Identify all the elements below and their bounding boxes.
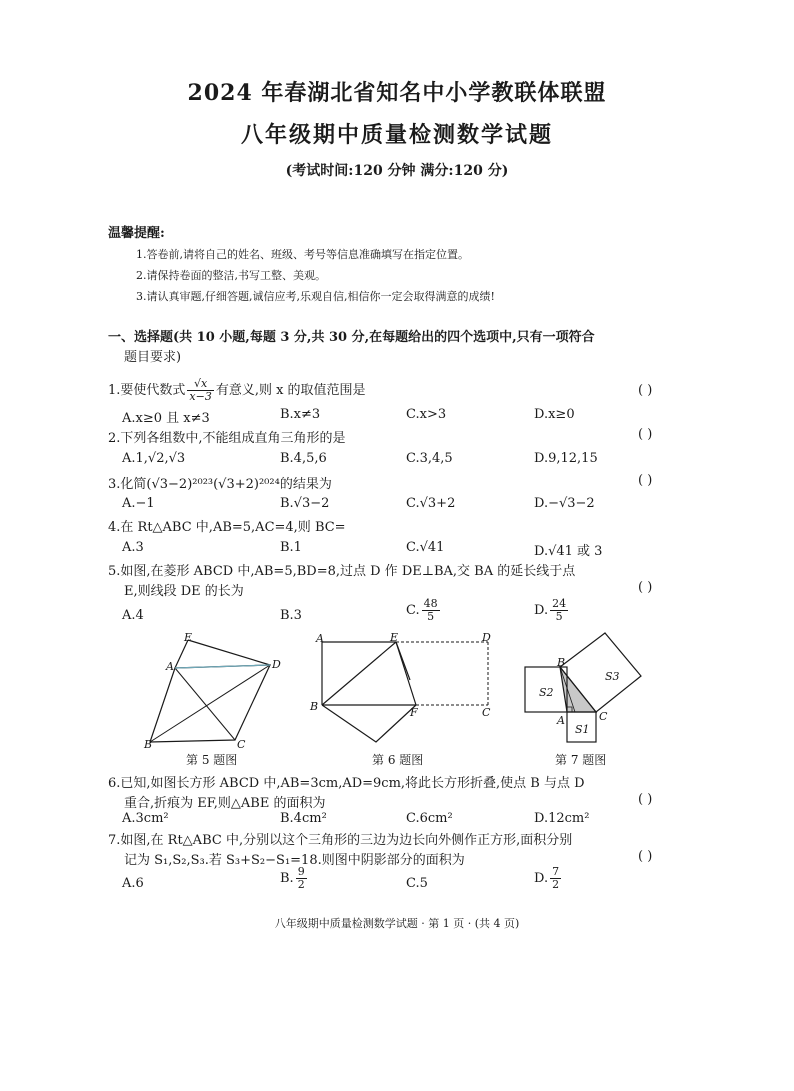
q6-option-a: A.3cm² (122, 811, 169, 826)
q1-frac-num: √x (187, 378, 213, 391)
q2-option-c: C.3,4,5 (406, 451, 453, 466)
q5-optd-den: 5 (555, 610, 563, 623)
fig7-label-s1: S1 (575, 723, 590, 736)
q5-option-b: B.3 (280, 608, 302, 623)
q7-optd-num: 7 (552, 865, 560, 878)
fig6-label-a: A (316, 632, 324, 645)
q3-option-d: D.−√3−2 (534, 496, 595, 511)
fig6-label-b: B (310, 700, 319, 713)
tip-item: 1.答卷前,请将自己的姓名、班级、考号等信息准确填写在指定位置。 (136, 248, 469, 261)
question-6-line1: 6.已知,如图长方形 ABCD 中,AB=3cm,AD=9cm,将此长方形折叠,使点 B 与点 D (108, 776, 585, 791)
q1-fraction (187, 378, 213, 403)
q7-optb-den: 2 (297, 878, 305, 891)
section-heading: 一、选择题(共 10 小题,每题 3 分,共 30 分,在每题给出的四个选项中,只有一项符合 (108, 330, 595, 345)
segment-be (322, 642, 396, 705)
fig6-label-d: D (482, 631, 491, 644)
segment-ad (175, 665, 270, 668)
answer-paren: ( ) (638, 427, 653, 442)
page-footer: 八年级期中质量检测数学试题 · 第 1 页 · (共 4 页) (274, 917, 520, 930)
fig6-label-c: C (482, 706, 491, 719)
q1-stem-post: 有意义,则 x 的取值范围是 (215, 383, 366, 398)
fig5-label-c: C (237, 738, 246, 750)
q1-option-d: D.x≥0 (534, 407, 575, 422)
q7-optb-label: B. (280, 871, 294, 886)
question-6-line2: 重合,折痕为 EF,则△ABE 的面积为 (124, 796, 326, 811)
figure-5-caption: 第 5 题图 (186, 753, 238, 767)
q6-option-c: C.6cm² (406, 811, 453, 826)
answer-paren: ( ) (638, 580, 653, 595)
fig7-label-c: C (599, 710, 608, 723)
fig7-label-s2: S2 (539, 686, 554, 699)
exam-title-line2: 八年级期中质量检测数学试题 (240, 122, 553, 148)
q7-option-d (534, 866, 563, 891)
q5-optd-label: D. (534, 603, 549, 618)
question-1 (108, 378, 366, 403)
exam-subtitle: (考试时间:120 分钟 满分:120 分) (285, 163, 509, 179)
fig7-label-a: A (557, 714, 565, 727)
q7-optb-fraction (296, 866, 307, 891)
q5-optc-den: 5 (427, 610, 435, 623)
figure-5-rhombus (140, 630, 290, 750)
question-7-line2: 记为 S₁,S₂,S₃.若 S₃+S₂−S₁=18.则图中阴影部分的面积为 (124, 853, 465, 868)
question-2: 2.下列各组数中,不能组成直角三角形的是 (108, 431, 346, 446)
q5-optd-num: 24 (552, 597, 567, 610)
fig5-label-a: A (166, 660, 174, 673)
tip-item: 2.请保持卷面的整洁,书写工整、美观。 (136, 269, 326, 282)
q5-optc-fraction (422, 598, 440, 623)
q4-option-c: C.√41 (406, 540, 445, 555)
figure-7-caption: 第 7 题图 (555, 753, 607, 767)
q4-option-d: D.√41 或 3 (534, 544, 603, 559)
exam-title-line1: 2024 年春湖北省知名中小学教联体联盟 (187, 80, 607, 106)
q2-option-d: D.9,12,15 (534, 451, 598, 466)
q6-option-d: D.12cm² (534, 811, 590, 826)
segment-de (188, 640, 270, 665)
fig7-label-b: B (557, 656, 566, 669)
tips-heading: 温馨提醒: (108, 226, 165, 241)
answer-paren: ( ) (638, 849, 653, 864)
fig6-label-f: F (410, 706, 418, 719)
fig5-label-d: D (272, 658, 281, 671)
q5-optc-num: 48 (423, 597, 438, 610)
q1-option-c: C.x>3 (406, 407, 447, 422)
q3-option-c: C.√3+2 (406, 496, 456, 511)
q2-option-b: B.4,5,6 (280, 451, 327, 466)
answer-paren: ( ) (638, 473, 653, 488)
q1-option-a: A.x≥0 且 x≠3 (122, 411, 210, 426)
q7-optd-den: 2 (552, 878, 560, 891)
q7-option-a: A.6 (122, 876, 144, 891)
q3-option-a: A.−1 (122, 496, 155, 511)
q7-optd-label: D. (534, 871, 549, 886)
question-5-line2: E,则线段 DE 的长为 (124, 584, 244, 599)
question-4: 4.在 Rt△ABC 中,AB=5,AC=4,则 BC= (108, 520, 346, 535)
q1-frac-den: x−3 (189, 390, 212, 403)
q6-option-b: B.4cm² (280, 811, 327, 826)
question-3: 3.化简(√3−2)²⁰²³(√3+2)²⁰²⁴的结果为 (108, 477, 332, 492)
q7-optb-num: 9 (297, 865, 305, 878)
q5-option-a: A.4 (122, 608, 144, 623)
q4-option-b: B.1 (280, 540, 302, 555)
answer-paren: ( ) (638, 792, 653, 807)
q5-optd-fraction (550, 598, 568, 623)
q4-option-a: A.3 (122, 540, 144, 555)
figure-6-caption: 第 6 题图 (372, 753, 424, 767)
figure-6-folded-rectangle (306, 630, 496, 750)
q5-option-c (406, 598, 442, 623)
q7-option-c: C.5 (406, 876, 428, 891)
q2-option-a: A.1,√2,√3 (122, 451, 186, 466)
q1-option-b: B.x≠3 (280, 407, 321, 422)
folded-flap (322, 705, 416, 742)
q5-option-d (534, 598, 570, 623)
fig5-label-e: E (184, 631, 193, 644)
figure-7-squares (515, 630, 655, 750)
answer-paren: ( ) (638, 383, 653, 398)
q7-option-b (280, 866, 309, 891)
question-5-line1: 5.如图,在菱形 ABCD 中,AB=5,BD=8,过点 D 作 DE⊥BA,交 BA 的延长线于点 (108, 564, 576, 579)
section-heading-cont: 题目要求) (124, 350, 182, 365)
fig6-label-e: E (390, 631, 399, 644)
tip-item: 3.请认真审题,仔细答题,诚信应考,乐观自信,相信你一定会取得满意的成绩! (136, 290, 495, 303)
fig5-label-b: B (144, 738, 153, 750)
question-7-line1: 7.如图,在 Rt△ABC 中,分别以这个三角形的三边为边长向外侧作正方形,面积分别 (108, 833, 573, 848)
diagonal-ac (175, 668, 235, 740)
q5-optc-label: C. (406, 603, 420, 618)
q7-optd-fraction (550, 866, 561, 891)
q3-option-b: B.√3−2 (280, 496, 330, 511)
q1-stem-pre: 1.要使代数式 (108, 383, 186, 398)
fig7-label-s3: S3 (605, 670, 620, 683)
ba-extension (175, 640, 188, 668)
folded-edge (396, 642, 410, 680)
